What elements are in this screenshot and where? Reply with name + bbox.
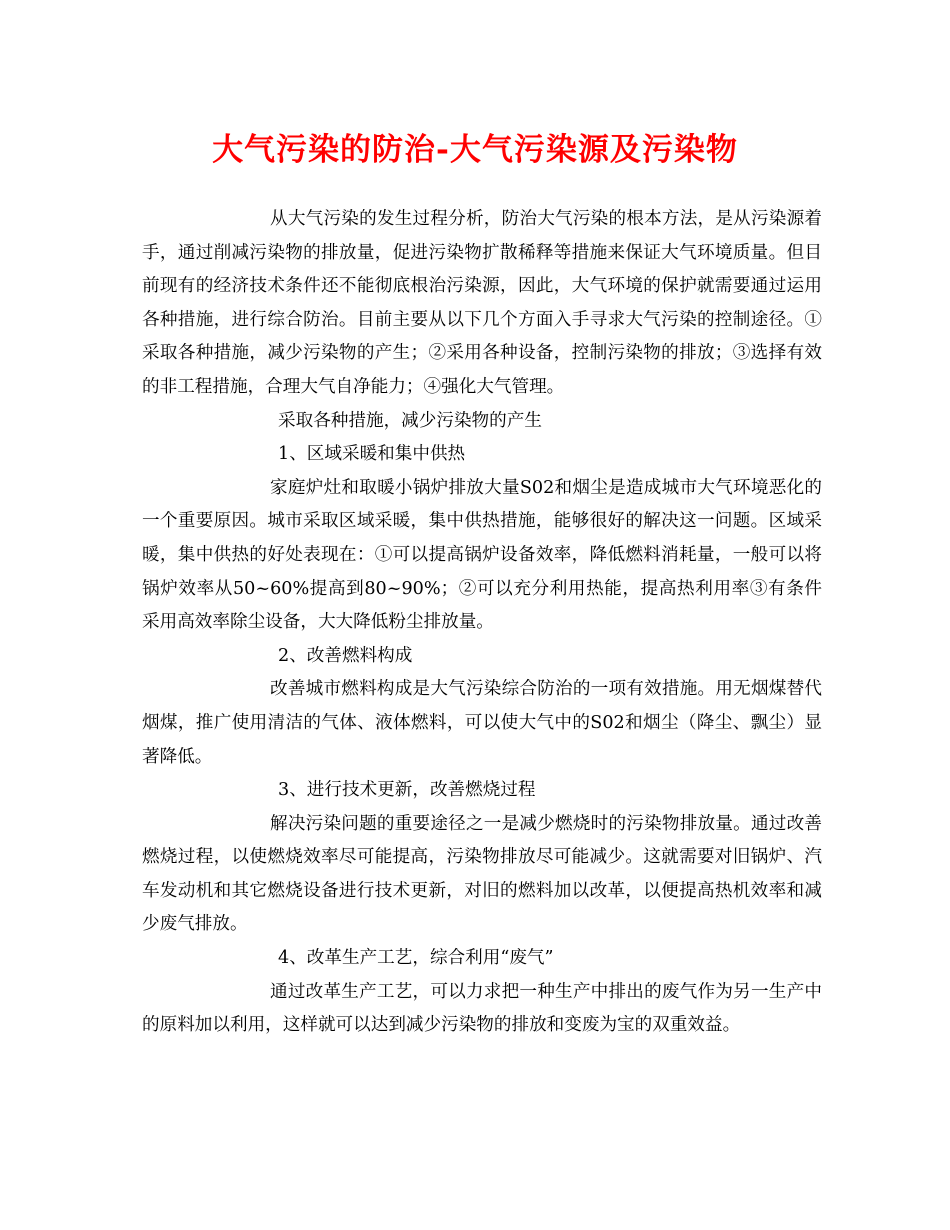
subsection-paragraph-4: 通过改革生产工艺，可以力求把一种生产中排出的废气作为另一生产中的原料加以利用，这样就可以达到减少污染物的排放和变废为宝的双重效益。 — [142, 981, 822, 1036]
section-heading: 采取各种措施，减少污染物的产生 — [278, 410, 542, 431]
subsection-heading-2: 2、改善燃料构成 — [278, 645, 413, 666]
subsection-paragraph-3: 解决污染问题的重要途径之一是减少燃烧时的污染物排放量。通过改善燃烧过程，以使燃烧效率尽可能提高，污染物排放尽可能减少。这就需要对旧锅炉、汽车发动机和其它燃烧设备进行技术更新，对旧的燃料加以改革，以便提高热机效率和减少废气排放。 — [142, 813, 822, 935]
subsection-heading-1: 1、区域采暖和集中供热 — [278, 444, 466, 465]
subsection-paragraph-2: 改善城市燃料构成是大气污染综合防治的一项有效措施。用无烟煤替代烟煤，推广使用清洁的气体、液体燃料，可以使大气中的S02和烟尘（降尘、飘尘）显著降低。 — [142, 679, 822, 767]
subsection-paragraph-1: 家庭炉灶和取暖小锅炉排放大量S02和烟尘是造成城市大气环境恶化的一个重要原因。城市采取区域采暖，集中供热措施，能够很好的解决这一问题。区域采暖，集中供热的好处表现在：①可以提高锅炉设备效率，降低燃料消耗量，一般可以将锅炉效率从50~60%提高到80~90%；②可以充分利用热能，提高热利用率③有条件采用高效率除尘设备，大大降低粉尘排放量。 — [142, 477, 822, 633]
intro-paragraph: 从大气污染的发生过程分析，防治大气污染的根本方法，是从污染源着手，通过削减污染物的排放量，促进污染物扩散稀释等措施来保证大气环境质量。但目前现有的经济技术条件还不能彻底根治污染源，因此，大气环境的保护就需要通过运用各种措施，进行综合防治。目前主要从以下几个方面入手寻求大气污染的控制途径。①采取各种措施，减少污染物的产生；②采用各种设备，控制污染物的排放；③选择有效的非工程措施，合理大气自净能力；④强化大气管理。 — [142, 209, 822, 397]
subsection-heading-3: 3、进行技术更新，改善燃烧过程 — [278, 780, 536, 801]
subsection-heading-4: 4、改革生产工艺，综合利用“废气” — [278, 948, 554, 969]
document-body — [142, 203, 822, 1043]
document-title: 大气污染的防治-大气污染源及污染物 — [212, 132, 738, 168]
